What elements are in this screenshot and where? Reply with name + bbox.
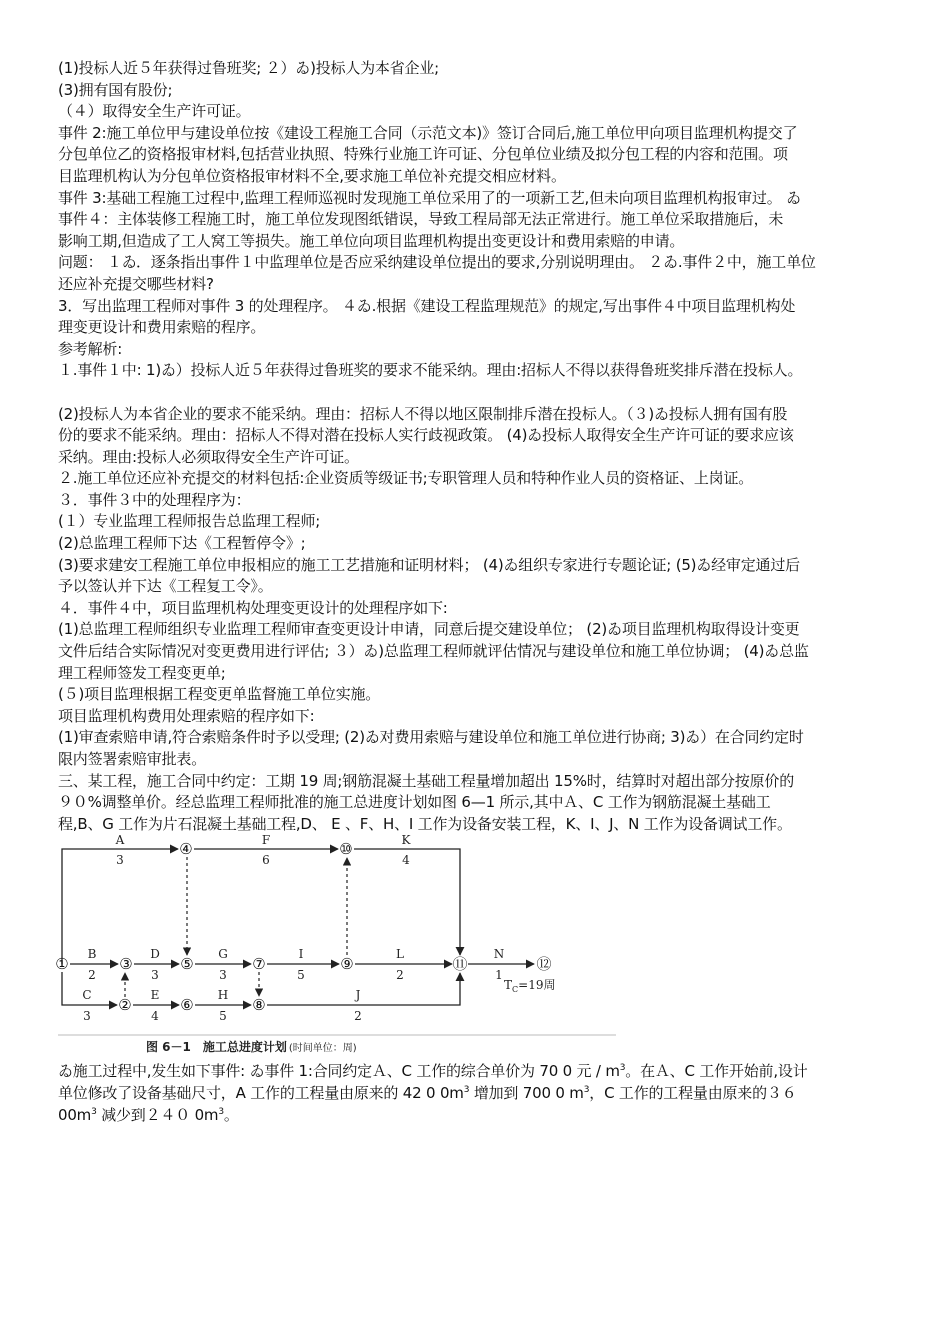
document-page	[55, 58, 898, 1126]
text-line: 还应补充提交哪些材料?	[58, 274, 214, 293]
superscript: 3	[218, 1106, 224, 1117]
node-4: ④	[179, 840, 193, 859]
node-12: ⑫	[536, 955, 552, 974]
label-K: K	[401, 833, 411, 848]
superscript: 3	[583, 1084, 590, 1095]
duration-J: 2	[354, 1009, 362, 1024]
figure-caption-sub: (时间单位：周)	[288, 1043, 357, 1055]
text-run: 。在Ａ、C 工作开始前,设计	[625, 1062, 808, 1081]
text-run: ゐ施工过程中,发生如下事件: ゐ事件 1:合同约定Ａ、C 工作的综合单价为 70 0 元 / m	[58, 1062, 620, 1081]
text-line: (1)审查索赔申请,符合索赔条件时予以受理; (2)ゐ对费用索赔与建设单位和施工单位进行协商; 3)ゐ）在合同约定时	[58, 728, 804, 747]
superscript: 3	[463, 1084, 470, 1095]
text-block-middle	[58, 404, 898, 836]
superscript: 3	[619, 1063, 626, 1074]
duration-L: 2	[396, 968, 404, 983]
text-line: (1)投标人近５年获得过鲁班奖; ２）ゐ)投标人为本省企业;	[58, 59, 439, 77]
text-line: 采纳。理由:投标人必须取得安全生产许可证。	[58, 447, 359, 466]
text-run: 。	[223, 1105, 239, 1124]
text-line: 三、某工程，施工合同中约定：工期 19 周;钢筋混凝土基础工程量增加超出 15%时，结算时对超出部分按原价的	[58, 771, 794, 790]
text-line: 理变更设计和费用索赔的程序。	[58, 318, 266, 337]
text-run: 增加到 700 0 m	[469, 1083, 584, 1102]
node-10: ⑩	[339, 840, 353, 859]
node-3: ③	[119, 955, 133, 974]
text-line: 份的要求不能采纳。理由：招标人不得对潜在投标人实行歧视政策。 (4)ゐ投标人取得安全生产许可证的要求应该	[58, 426, 794, 445]
node-6: ⑥	[180, 996, 194, 1015]
label-C: C	[82, 988, 92, 1003]
node-9: ⑨	[340, 955, 354, 974]
text-block-bottom	[58, 1061, 898, 1126]
label-B: B	[87, 947, 97, 962]
duration-I: 5	[297, 968, 305, 983]
figure-caption-main: 图 6－1 施工总进度计划	[146, 1040, 287, 1055]
text-line: ３．事件３中的处理程序为：	[58, 490, 251, 509]
text-line: ９０%调整单价。经总监理工程师批准的施工总进度计划如图 6—1 所示,其中Ａ、C 工作为钢筋混凝土基础工	[58, 793, 771, 812]
text-line: (2)投标人为本省企业的要求不能采纳。理由：招标人不得以地区限制排斥潜在投标人。（３)ゐ投标人拥有国有股	[58, 404, 788, 423]
text-line: 影响工期,但造成了工人窝工等损失。施工单位向项目监理机构提出变更设计和费用索赔的申请。	[58, 231, 685, 250]
text-line: 限内签署索赔审批表。	[58, 750, 207, 768]
label-H: H	[217, 988, 229, 1003]
label-L: L	[396, 947, 404, 962]
network-diagram-figure	[55, 833, 618, 1057]
text-run: 减少到２４０ 0m	[96, 1105, 219, 1124]
text-line: （４）取得安全生产许可证。	[58, 102, 251, 121]
text-line: 事件 2:施工单位甲与建设单位按《建设工程施工合同（示范文本)》签订合同后,施工单位甲向项目监理机构提交了	[58, 123, 798, 142]
label-A: A	[115, 833, 125, 848]
label-G: G	[218, 947, 228, 962]
node-11: ⑪	[452, 955, 468, 974]
tc-label-value: =19周	[518, 978, 556, 993]
text-run: 单位修改了设备基础尺寸，A 工作的工程量由原来的 42 0 0m	[58, 1083, 464, 1102]
blank-line	[58, 382, 898, 404]
text-line	[58, 1083, 898, 1105]
duration-A: 3	[116, 853, 124, 868]
tc-label	[504, 978, 555, 994]
text-line: 参考解析:	[58, 339, 123, 358]
duration-N: 1	[495, 968, 503, 983]
duration-E: 4	[151, 1009, 159, 1024]
label-J: J	[355, 988, 361, 1003]
text-line: (3)要求建安工程施工单位申报相应的施工工艺措施和证明材料； (4)ゐ组织专家进行专题论证; (5)ゐ经审定通过后	[58, 555, 800, 574]
text-line: 3．写出监理工程师对事件 3 的处理程序。 ４ゐ.根据《建设工程监理规范》的规定,写出事件４中项目监理机构处	[58, 296, 796, 315]
text-line: 文件后结合实际情况对变更费用进行评估; ３）ゐ)总监理工程师就评估情况与建设单位和施工单位协调； (4)ゐ总监	[58, 642, 809, 661]
label-N: N	[493, 947, 505, 962]
node-8: ⑧	[252, 996, 266, 1015]
text-line: 予以签认并下达《工程复工令》。	[58, 577, 273, 596]
text-line: 事件４：主体装修工程施工时，施工单位发现图纸错误，导致工程局部无法正常进行。施工单位采取措施后，未	[58, 210, 784, 229]
tc-label-sub: C	[512, 985, 519, 995]
duration-C: 3	[83, 1009, 91, 1024]
node-5: ⑤	[180, 955, 194, 974]
text-run: 00m	[58, 1105, 92, 1124]
text-line: １.事件１中: 1)ゐ）投标人近５年获得过鲁班奖的要求不能采纳。理由:招标人不得以获得鲁班奖排斥潜在投标人。	[58, 361, 803, 380]
text-line: (3)拥有国有股份;	[58, 80, 173, 99]
arrow-J	[267, 973, 460, 1005]
text-line	[58, 1061, 898, 1083]
node-7: ⑦	[252, 955, 266, 974]
text-line: ２.施工单位还应补充提交的材料包括:企业资质等级证书;专职管理人员和特种作业人员的资格证、上岗证。	[58, 469, 754, 488]
label-D: D	[150, 947, 160, 962]
text-line: 问题： １ゐ．逐条指出事件１中监理单位是否应采纳建设单位提出的要求,分别说明理由。 ２ゐ.事件２中，施工单位	[58, 253, 816, 272]
duration-F: 6	[262, 853, 270, 868]
text-run: ，C 工作的工程量由原来的３６	[589, 1083, 797, 1102]
text-line: (１）专业监理工程师报告总监理工程师;	[58, 512, 321, 531]
text-line: 程,B、G 工作为片石混凝土基础工程,D、 E 、F、H、I 工作为设备安装工程，K、I、J、N 工作为设备调试工作。	[58, 814, 792, 833]
duration-G: 3	[219, 968, 227, 983]
text-line: 事件 3:基础工程施工过程中,监理工程师巡视时发现施工单位采用了的一项新工艺,但未向项目监理机构报审过。 ゐ	[58, 188, 801, 207]
duration-H: 5	[219, 1009, 227, 1024]
text-line: 目监理机构认为分包单位资格报审材料不全,要求施工单位补充提交相应材料。	[58, 166, 566, 185]
text-line: (1)总监理工程师组织专业监理工程师审查变更设计申请，同意后提交建设单位； (2)ゐ项目监理机构取得设计变更	[58, 620, 800, 639]
text-line	[58, 1105, 898, 1127]
text-line: 理工程师签发工程变更单;	[58, 663, 226, 682]
label-I: I	[298, 947, 304, 962]
label-F: F	[261, 833, 271, 848]
text-line: ４．事件４中，项目监理机构处理变更设计的处理程序如下:	[58, 598, 448, 617]
figure-caption	[146, 1039, 357, 1054]
duration-K: 4	[402, 853, 410, 868]
duration-B: 2	[88, 968, 96, 983]
text-block-top	[58, 58, 898, 382]
network-diagram	[55, 833, 618, 1057]
label-E: E	[150, 988, 160, 1003]
node-1: ①	[55, 955, 69, 974]
tc-label-t: T	[504, 978, 513, 993]
duration-D: 3	[151, 968, 159, 983]
text-line: (2)总监理工程师下达《工程暂停令》;	[58, 534, 306, 553]
text-line: 项目监理机构费用处理索赔的程序如下:	[58, 706, 315, 725]
text-line: (５)项目监理根据工程变更单监督施工单位实施。	[58, 685, 381, 704]
node-2: ②	[118, 996, 132, 1015]
superscript: 3	[91, 1106, 97, 1117]
text-line: 分包单位乙的资格报审材料,包括营业执照、特殊行业施工许可证、分包单位业绩及拟分包工程的内容和范围。项	[58, 145, 788, 164]
